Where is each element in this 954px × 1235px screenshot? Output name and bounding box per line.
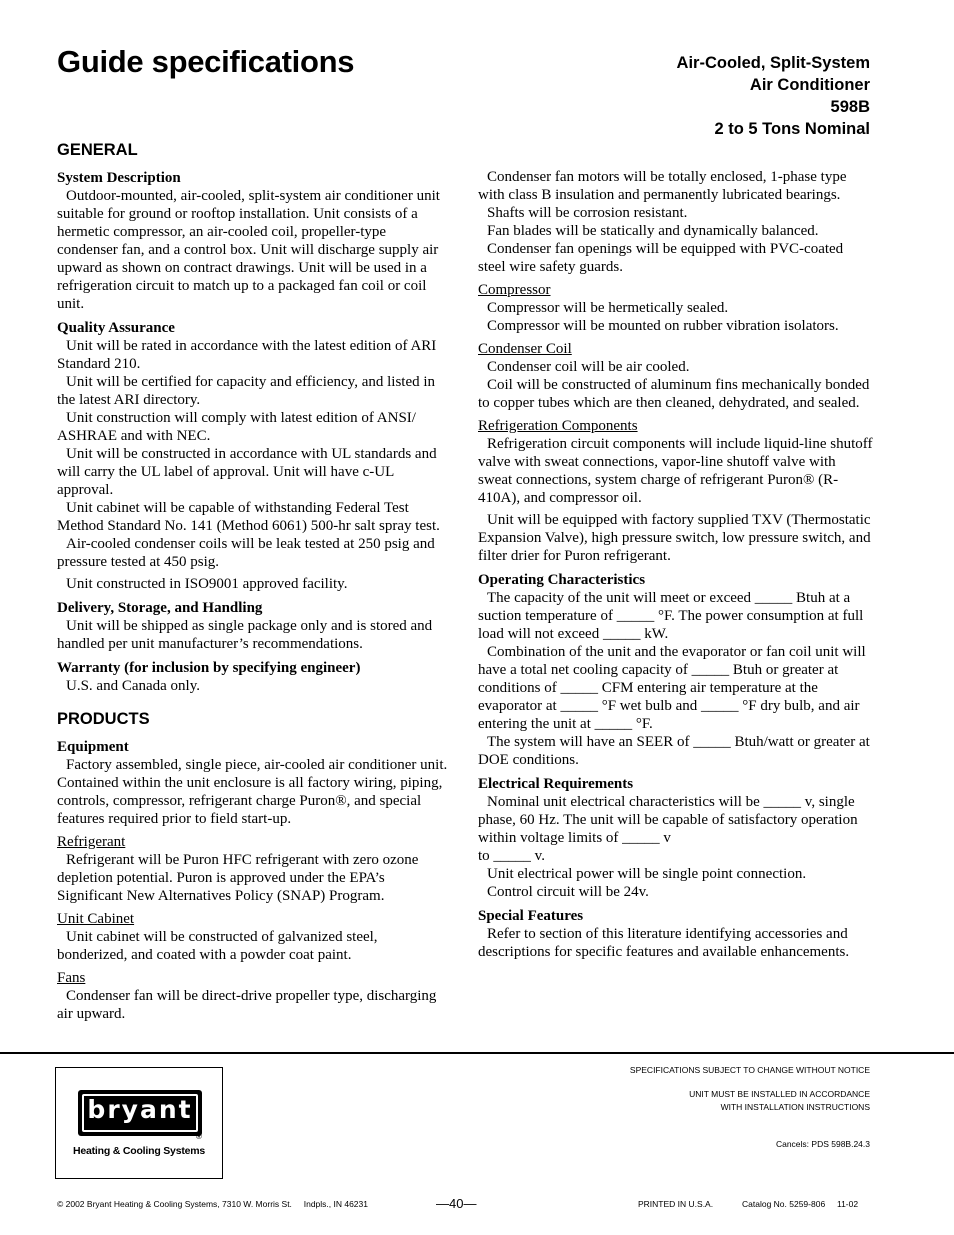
catalog-number: Catalog No. 5259-806 11-02 [742, 1199, 859, 1209]
subheading-unit-cabinet: Unit Cabinet [57, 911, 135, 927]
copyright-line: © 2002 Bryant Heating & Cooling Systems, 7310 W. Morris St. Indpls., IN 46231 [57, 1199, 368, 1209]
logo-plate [78, 1090, 202, 1136]
paragraph: Unit will be constructed in accordance with UL standards and will carry the UL label of approval. Unit will have c-UL approval. [57, 446, 437, 498]
subtitle-line: Air-Cooled, Split-System [676, 54, 870, 72]
left-column [57, 140, 449, 1023]
paragraph: Outdoor-mounted, air-cooled, split-system air conditioner unit suitable for ground or rooftop installation. Unit consists of a hermetic compressor, an air-cooled coil, propeller-type condenser fan, and a control box. Unit will discharge supply air upward as shown on contract drawings. Unit will be used in a refrigeration circuit to match up to a packaged fan coil or coil unit. [57, 188, 440, 312]
notice-install-line: UNIT MUST BE INSTALLED IN ACCORDANCE [689, 1089, 870, 1099]
section-heading-general: GENERAL [57, 141, 138, 159]
subheading-special-features: Special Features [478, 908, 584, 924]
paragraph: Unit will be rated in accordance with the latest edition of ARI Standard 210. [57, 338, 437, 372]
paragraph: The system will have an SEER of _____ Btuh/watt or greater at DOE conditions. [478, 734, 870, 768]
right-column [478, 168, 873, 961]
paragraph: The capacity of the unit will meet or exceed _____ Btuh at a suction temperature of _____ °F. The power consumption at full load will not exceed _____ kW. [478, 590, 864, 642]
paragraph: Refrigeration circuit components will include liquid-line shutoff valve with sweat connections, vapor-line shutoff valve with sweat connections, system charge of refrigerant Puron® (R-410A), and compressor oil. [478, 436, 873, 506]
subheading-compressor: Compressor [478, 282, 551, 298]
page-number: —40— [436, 1196, 477, 1211]
page-title: Guide specifications [57, 44, 355, 79]
bryant-logo [55, 1067, 223, 1179]
paragraph: Refrigerant will be Puron HFC refrigerant with zero ozone depletion potential. Puron is approved under the EPA’s Significant New Alternatives Policy (SNAP) Program. [57, 852, 419, 904]
footer-divider [0, 1052, 954, 1054]
subtitle-line: 2 to 5 Tons Nominal [714, 120, 870, 138]
subheading-equipment: Equipment [57, 739, 129, 755]
subheading-condenser-coil: Condenser Coil [478, 341, 572, 357]
paragraph: Unit will be equipped with factory supplied TXV (Thermostatic Expansion Valve), high pressure switch, low pressure switch, and filter drier for Puron refrigerant. [478, 512, 871, 564]
registered-mark: ® [196, 1132, 202, 1141]
subheading-refrigeration-components: Refrigeration Components [478, 418, 638, 434]
paragraph: Coil will be constructed of aluminum fins mechanically bonded to copper tubes which are then cleaned, dehydrated, and sealed. [478, 377, 870, 411]
paragraph: Condenser fan will be direct-drive propeller type, discharging air upward. [57, 988, 437, 1022]
paragraph: Unit construction will comply with latest edition of ANSI/ ASHRAE and with NEC. [57, 410, 416, 444]
notice-spec-change: SPECIFICATIONS SUBJECT TO CHANGE WITHOUT NOTICE [629, 1065, 870, 1075]
paragraph: Unit cabinet will be constructed of galvanized steel, bonderized, and coated with a powder coat paint. [57, 929, 378, 963]
paragraph: Compressor will be mounted on rubber vibration isolators. [487, 318, 839, 334]
paragraph: Unit electrical power will be single point connection. [487, 866, 807, 882]
subheading-system-description: System Description [57, 170, 181, 186]
paragraph: Compressor will be hermetically sealed. [487, 300, 729, 316]
paragraph: Unit cabinet will be capable of withstanding Federal Test Method Standard No. 141 (Method 6061) 500-hr salt spray test. [57, 500, 440, 534]
logo-wordmark: bryant [87, 1095, 193, 1124]
paragraph: Condenser fan openings will be equipped with PVC-coated steel wire safety guards. [478, 241, 844, 275]
subheading-operating-characteristics: Operating Characteristics [478, 572, 646, 588]
notice-cancels: Cancels: PDS 598B.24.3 [775, 1139, 870, 1149]
paragraph: Unit constructed in ISO9001 approved facility. [66, 576, 348, 592]
paragraph: Unit will be shipped as single package only and is stored and handled per unit manufacturer’s recommendations. [57, 618, 433, 652]
paragraph: Combination of the unit and the evaporator or fan coil unit will have a total net cooling capacity of _____ Btuh or greater at conditions of _____ CFM entering air temperature at the evaporator at _____ °F wet bulb and _____ °F dry bulb, and air entering the unit at _____ °F. [478, 644, 866, 732]
paragraph-continuation: to _____ v. [478, 848, 545, 864]
paragraph: Nominal unit electrical characteristics will be _____ v, single phase, 60 Hz. The unit will be capable of satisfactory operation within voltage limits of _____ v [478, 794, 858, 846]
notice-install-line: WITH INSTALLATION INSTRUCTIONS [720, 1102, 870, 1112]
subheading-quality-assurance: Quality Assurance [57, 320, 175, 336]
paragraph: Control circuit will be 24v. [487, 884, 649, 900]
paragraph: Condenser coil will be air cooled. [487, 359, 690, 375]
subheading-fans: Fans [57, 970, 86, 986]
paragraph: Shafts will be corrosion resistant. [487, 205, 688, 221]
paragraph: Refer to section of this literature identifying accessories and descriptions for specific features and available enhancements. [478, 926, 850, 960]
subheading-electrical-requirements: Electrical Requirements [478, 776, 634, 792]
printed-in: PRINTED IN U.S.A. [638, 1199, 714, 1209]
paragraph: Condenser fan motors will be totally enclosed, 1-phase type with class B insulation and permanently lubricated bearings. [478, 169, 847, 203]
subheading-delivery: Delivery, Storage, and Handling [57, 600, 263, 616]
subheading-refrigerant: Refrigerant [57, 834, 126, 850]
section-heading-products: PRODUCTS [57, 710, 150, 728]
paragraph: U.S. and Canada only. [66, 678, 201, 694]
paragraph: Factory assembled, single piece, air-cooled air conditioner unit. Contained within the unit enclosure is all factory wiring, piping, controls, compressor, refrigerant charge Puron®, and special features required prior to field start-up. [57, 757, 448, 827]
subtitle-line: 598B [830, 98, 870, 116]
subtitle-line: Air Conditioner [749, 76, 870, 94]
logo-tagline: Heating & Cooling Systems [72, 1145, 206, 1157]
paragraph: Air-cooled condenser coils will be leak tested at 250 psig and pressure tested at 450 psig. [57, 536, 435, 570]
paragraph: Fan blades will be statically and dynamically balanced. [487, 223, 819, 239]
product-subtitle [677, 52, 870, 140]
subheading-warranty: Warranty (for inclusion by specifying engineer) [57, 660, 361, 676]
paragraph: Unit will be certified for capacity and efficiency, and listed in the latest ARI directory. [57, 374, 436, 408]
